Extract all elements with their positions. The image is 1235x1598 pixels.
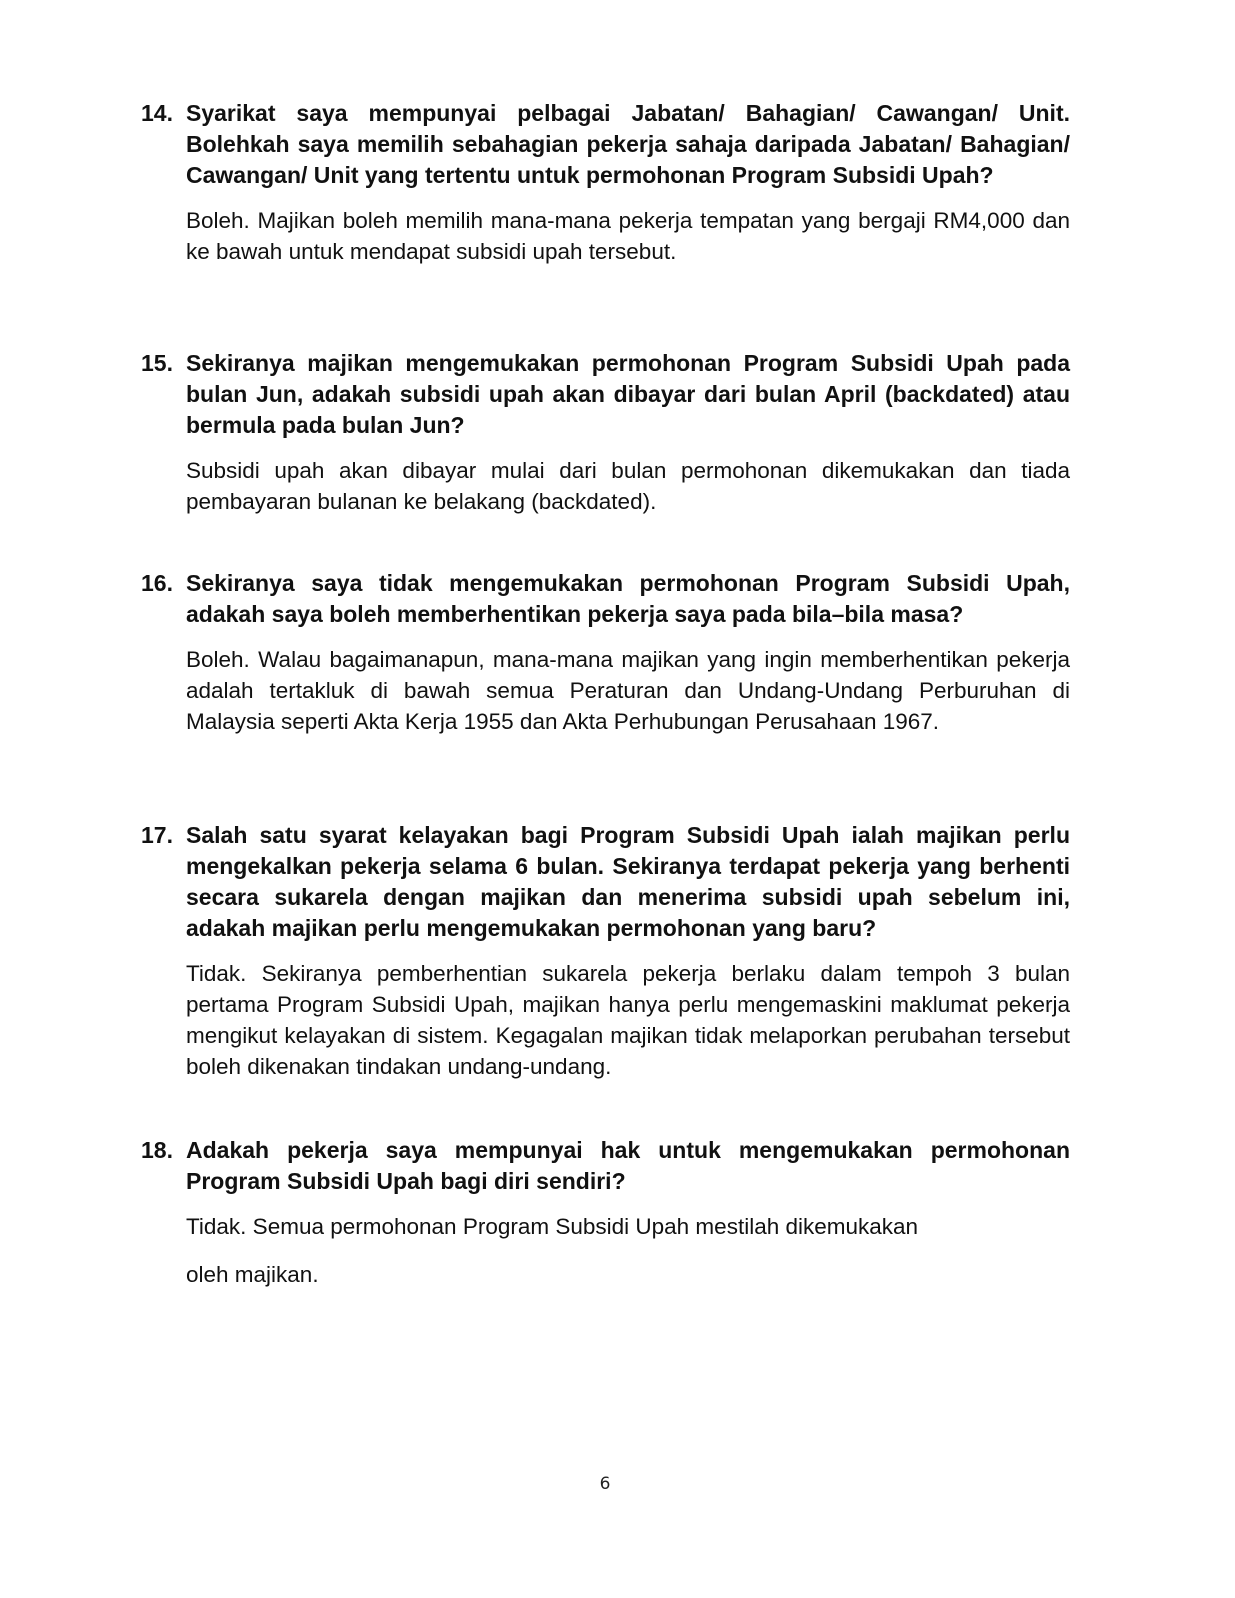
faq-answer-continued: oleh majikan. [186, 1262, 319, 1287]
faq-question [141, 1135, 1070, 1197]
faq-question [141, 568, 1070, 630]
faq-item-15 [141, 348, 1070, 517]
page-number: 6 [599, 1474, 611, 1494]
question-number: 14. [141, 100, 173, 126]
faq-question [141, 820, 1070, 944]
question-text: Adakah pekerja saya mempunyai hak untuk mengemukakan permohonan Program Subsidi Upah bagi diri sendiri? [186, 1137, 1070, 1194]
faq-answer: Tidak. Sekiranya pemberhentian sukarela pekerja berlaku dalam tempoh 3 bulan pertama Program Subsidi Upah, majikan hanya perlu mengemaskini maklumat pekerja mengikut kelayakan di sistem. Kegagalan majikan tidak melaporkan perubahan tersebut boleh dikenakan tindakan undang-undang. [186, 961, 1070, 1079]
faq-answer: Boleh. Walau bagaimanapun, mana-mana majikan yang ingin memberhentikan pekerja adalah tertakluk di bawah semua Peraturan dan Undang-Undang Perburuhan di Malaysia seperti Akta Kerja 1955 dan Akta Perhubungan Perusahaan 1967. [186, 647, 1070, 734]
faq-answer: Tidak. Semua permohonan Program Subsidi Upah mestilah dikemukakan [186, 1214, 919, 1239]
faq-item-17 [141, 820, 1070, 1082]
faq-item-14 [141, 98, 1070, 267]
question-text: Salah satu syarat kelayakan bagi Program Subsidi Upah ialah majikan perlu mengekalkan pekerja selama 6 bulan. Sekiranya terdapat pekerja yang berhenti secara sukarela dengan majikan dan menerima subsidi upah sebelum ini, adakah majikan perlu mengemukakan permohonan yang baru? [186, 822, 1070, 941]
faq-item-18 [141, 1135, 1070, 1290]
question-number: 17. [141, 822, 173, 848]
faq-item-16 [141, 568, 1070, 737]
faq-answer: Subsidi upah akan dibayar mulai dari bulan permohonan dikemukakan dan tiada pembayaran bulanan ke belakang (backdated). [186, 458, 1070, 514]
question-number: 15. [141, 350, 173, 376]
faq-question [141, 98, 1070, 191]
question-text: Syarikat saya mempunyai pelbagai Jabatan/ Bahagian/ Cawangan/ Unit. Bolehkah saya memilih sebahagian pekerja sahaja daripada Jabatan/ Bahagian/ Cawangan/ Unit yang tertentu untuk permohonan Program Subsidi Upah? [186, 100, 1070, 188]
question-number: 18. [141, 1137, 173, 1163]
question-number: 16. [141, 570, 173, 596]
question-text: Sekiranya majikan mengemukakan permohonan Program Subsidi Upah pada bulan Jun, adakah subsidi upah akan dibayar dari bulan April (backdated) atau bermula pada bulan Jun? [186, 350, 1070, 438]
question-text: Sekiranya saya tidak mengemukakan permohonan Program Subsidi Upah, adakah saya boleh memberhentikan pekerja saya pada bila–bila masa? [186, 570, 1070, 627]
faq-answer: Boleh. Majikan boleh memilih mana-mana pekerja tempatan yang bergaji RM4,000 dan ke bawah untuk mendapat subsidi upah tersebut. [186, 208, 1070, 264]
faq-question [141, 348, 1070, 441]
